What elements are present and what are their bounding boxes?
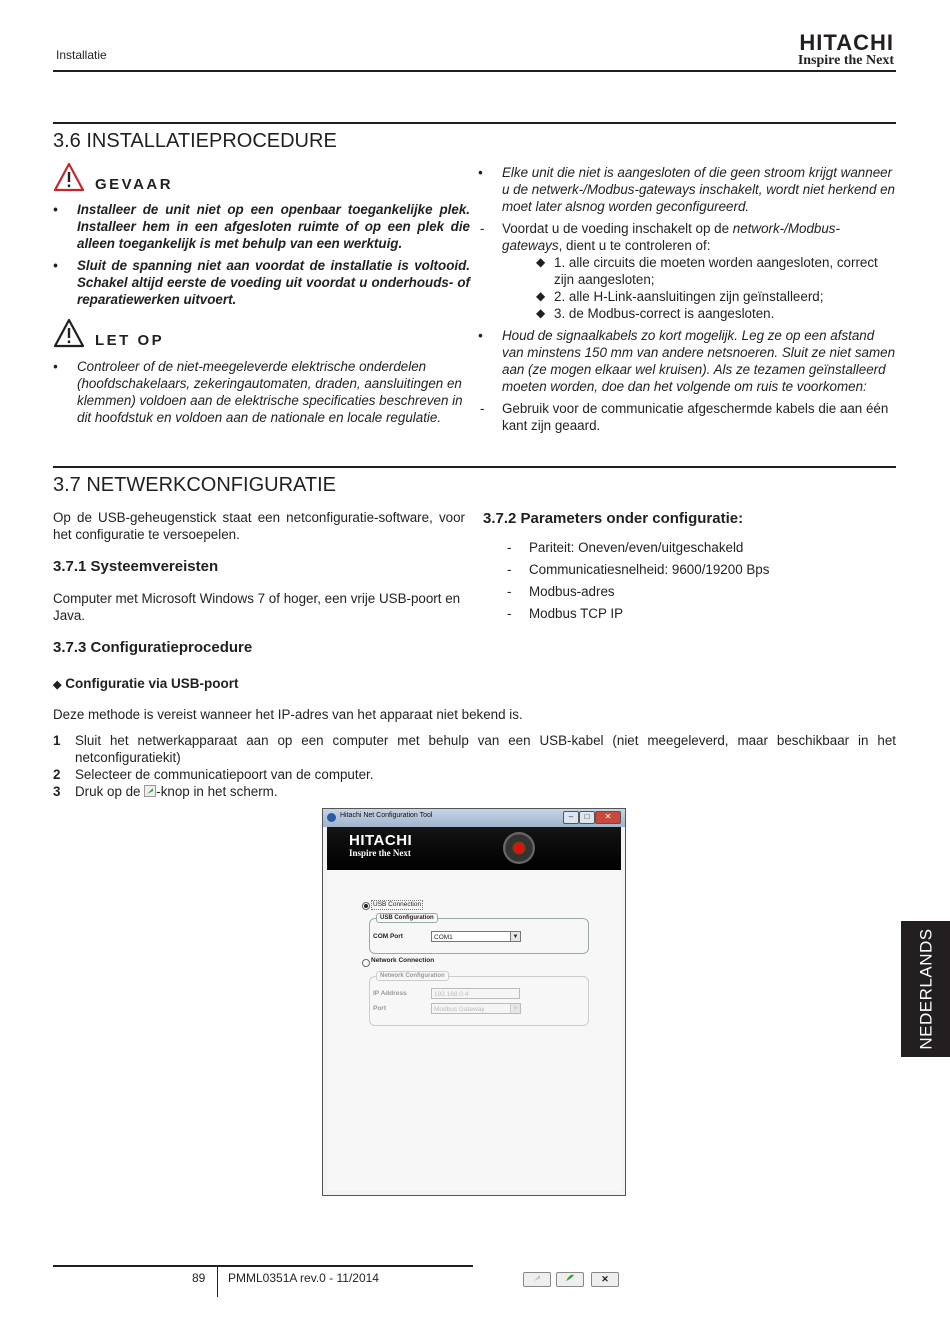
hitachi-logo [798,32,894,68]
list-item [53,783,896,800]
list-item [53,732,896,766]
list-item [536,288,896,305]
danger-heading [53,162,173,192]
danger-list [53,201,470,308]
step-number: 2 [53,767,61,782]
apply-button[interactable] [556,1272,584,1287]
banner-brand: HITACHI [349,832,413,849]
unit-notice: Elke unit die niet is aangesloten of die geen stroom krijgt wanneer u de netwerk-/Modbus-gateways inschakelt, wordt niet herkend en moet later alsnog worden geconfigureerd. [502,165,896,214]
right-column-3-6 [478,164,896,434]
check-intro: Voordat u de voeding inschakelt op de [502,221,733,236]
app-icon [327,813,336,822]
caution-heading [53,318,164,348]
heading-3-7-3: 3.7.3 Configuratieprocedure [53,639,253,656]
list-item: - Modbus TCP IP [507,606,624,621]
section-title-3-6: 3.6 INSTALLATIEPROCEDURE [53,130,337,152]
logo-brand: HITACHI [799,30,894,55]
usb-connection-radio[interactable] [362,902,370,910]
page-number: 89 [192,1271,206,1285]
apply-button-icon [144,785,156,797]
step-text: Selecteer de communicatiepoort van de computer. [75,767,374,782]
diamond-bullet-icon: ◆ [53,679,62,691]
list-item: - Voordat u de voeding inschakelt op de network-/Modbus-gateways, dient u te controleren of: [480,221,840,253]
network-connection-radio[interactable] [362,959,370,967]
close-window-button[interactable]: ✕ [595,811,621,824]
list-item: • Controleer of de niet-meegeleverde elektrische onderdelen (hoofdschakelaars, zekeringautomaten, draden, aansluitingen en klemmen) voldoen aan de elektrische specificaties beschreven in dit hoofdstuk en voldoen aan de nationale en locale regulatie. [53,359,463,425]
param-speed: Communicatiesnelheid: 9600/19200 Bps [529,562,770,577]
signal-cable-note: Houd de signaalkabels zo kort mogelijk. Leg ze op een afstand van minstens 150 mm van andere netsnoeren. Sluit ze niet samen aan (ze mogen elkaar wel kruisen). Als ze tezamen geïnstalleerd moeten worden, doe dan het volgende om ruis te voorkomen: [502,328,896,394]
parameter-list [505,537,885,625]
usb-heading [53,675,239,694]
app-banner [327,827,621,870]
document-reference: PMML0351A rev.0 - 11/2014 [228,1271,379,1285]
list-item [536,305,896,322]
param-modbus-tcp: Modbus TCP IP [529,606,624,621]
chevron-down-icon: ▼ [510,1004,520,1013]
footer-divider [217,1267,218,1297]
shielded-cable-note: Gebruik voor de communicatie afgeschermde kabels die aan één kant zijn geaard. [502,401,889,433]
usb-heading-text: Configuratie via USB-poort [65,676,239,691]
com-port-value: COM1 [434,934,453,941]
list-item: • Elke unit die niet is aangesloten of die geen stroom krijgt wanneer u de netwerk-/Modbus-gateways inschakelt, wordt niet herkend en moet later alsnog worden geconfigureerd. [478,165,896,214]
diamond-bullet-icon: ◆ [536,255,546,269]
check-list [478,254,896,322]
danger-item-2: Sluit de spanning niet aan voordat de installatie is voltooid. Schakel altijd eerste de voeding uit voordat u onderhouds- of reparatiewerken uitvoert. [77,258,470,307]
warning-triangle-icon [53,162,85,192]
step-text: Druk op de [75,784,145,799]
list-item: • Sluit de spanning niet aan voordat de installatie is voltooid. Schakel altijd eerste de voeding uit voordat u onderhouds- of reparatiewerken uitvoert. [53,258,470,307]
param-parity: Pariteit: Oneven/even/uitgeschakeld [529,540,744,555]
usb-connection-label[interactable]: USB Connection [373,901,422,908]
close-icon: ✕ [601,1274,609,1284]
app-content [327,870,621,1284]
language-side-tab [901,921,950,1057]
network-connection-label[interactable]: Network Connection [371,957,435,964]
list-item: - Gebruik voor de communicatie afgeschermde kabels die aan één kant zijn geaard. [480,401,889,433]
step-text: Sluit het netwerkapparaat aan op een computer met behulp van een USB-kabel (niet meegeleverd, maar beschikbaar in het netconfiguratiekit) [75,733,896,765]
check-intro-end: , dient u te controleren of: [558,238,711,253]
section-rule [53,466,896,468]
chevron-down-icon: ▼ [510,932,520,941]
warning-triangle-icon [53,318,85,348]
param-modbus-address: Modbus-adres [529,584,615,599]
minimize-button[interactable]: – [563,811,579,824]
read-button[interactable] [523,1272,551,1287]
ip-address-value: 192.168.0.4 [434,991,469,998]
step-number: 3 [53,784,61,799]
heading-3-7-2: 3.7.2 Parameters onder configuratie: [483,510,744,527]
list-item: - Modbus-adres [507,584,615,599]
list-item: • Houd de signaalkabels zo kort mogelijk. Leg ze op een afstand van minstens 150 mm van andere netsnoeren. Sluit ze niet samen aan (ze mogen elkaar wel kruisen). Als ze tezamen geïnstalleerd moeten worden, doe dan het volgende om ruis te voorkomen: [478,328,896,394]
ip-address-field[interactable] [431,988,520,999]
heading-3-7-1: 3.7.1 Systeemvereisten [53,558,219,575]
footer-rule [53,1265,473,1267]
section-rule [53,122,896,124]
danger-label: GEVAAR [95,176,174,193]
diamond-bullet-icon: ◆ [536,306,546,320]
net-config-tool-window [322,808,626,1284]
step-list [53,732,896,800]
ip-address-label: IP Address [373,990,407,997]
diamond-bullet-icon: ◆ [536,289,546,303]
list-item: - Pariteit: Oneven/even/uitgeschakeld [507,540,744,555]
logo-tagline: Inspire the Next [797,53,894,68]
list-item [53,766,896,783]
system-requirements: Computer met Microsoft Windows 7 of hoger, een vrije USB-poort en Java. [53,591,461,623]
step-text-end: -knop in het scherm. [156,784,278,799]
check-item-1: 1. alle circuits die moeten worden aangesloten, correct zijn aangesloten; [554,255,878,287]
list-item [536,254,896,288]
check-item-2: 2. alle H-Link-aansluitingen zijn geïnstalleerd; [554,289,824,304]
check-item-3: 3. de Modbus-correct is aangesloten. [554,306,775,321]
usb-config-legend: USB Configuration [376,913,438,923]
danger-item-1: Installeer de unit niet op een openbaar toegankelijke plek. Installeer hem in een afgesloten ruimte of op een plek die alleen toegankelijk is met behulp van een werktuig. [77,202,470,251]
netconfig-intro: Op de USB-geheugenstick staat een netconfiguratie-software, voor het configuratie te versoepelen. [53,510,465,542]
step-number: 1 [53,733,61,748]
running-header-section: Installatie [56,48,107,62]
caution-list [53,358,470,426]
window-title: Hitachi Net Configuration Tool [340,812,433,819]
read-icon [532,1273,542,1283]
com-port-select[interactable] [431,931,521,942]
maximize-button[interactable]: □ [579,811,595,824]
network-config-legend: Network Configuration [376,971,449,981]
apply-icon [565,1273,575,1283]
usb-intro: Deze methode is vereist wanneer het IP-adres van het apparaat niet bekend is. [53,707,523,722]
check-intro-gateways: network-/Modbus-gateways [502,221,840,253]
lens-logo-icon [503,832,535,864]
banner-tagline: Inspire the Next [349,848,411,858]
caution-item-1: Controleer of de niet-meegeleverde elektrische onderdelen (hoofdschakelaars, zekeringautomaten, draden, aansluitingen en klemmen) voldoen aan de elektrische specificaties beschreven in dit hoofdstuk en voldoen aan de nationale en locale regulatie. [77,359,463,425]
header-rule [53,70,896,72]
section-title-3-7: 3.7 NETWERKCONFIGURATIE [53,474,336,496]
caution-label: LET OP [95,332,165,349]
list-item: - Communicatiesnelheid: 9600/19200 Bps [507,562,770,577]
port-value: Modbus Gateway [434,1006,485,1013]
network-config-group [369,976,589,1026]
port-select[interactable] [431,1003,521,1014]
language-label: NEDERLANDS [916,928,935,1050]
window-titlebar [323,809,625,827]
com-port-label: COM Port [373,933,403,940]
port-label: Port [373,1005,386,1012]
close-button[interactable] [591,1272,619,1287]
list-item: • Installeer de unit niet op een openbaar toegankelijke plek. Installeer hem in een afgesloten ruimte of op een plek die alleen toegankelijk is met behulp van een werktuig. [53,202,470,251]
